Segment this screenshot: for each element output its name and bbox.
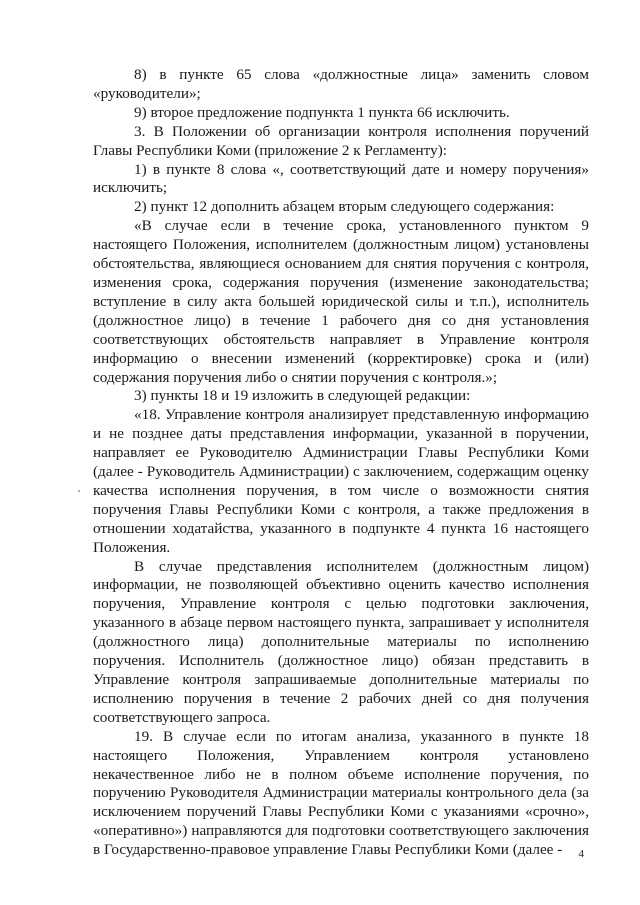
paragraph-item-9: 9) второе предложение подпункта 1 пункта 66 исключить.	[134, 103, 510, 121]
document-body	[93, 66, 589, 860]
paragraph-subitem-1: 1) в пункте 8 слова «, соответствующий дате и номеру поручения» исключить;	[93, 160, 589, 197]
paragraph-subitem-2: 2) пункт 12 дополнить абзацем вторым следующего содержания:	[134, 198, 555, 216]
page-number: 4	[578, 848, 584, 860]
paragraph-point-19: 19. В случае если по итогам анализа, указанного в пункте 18 настоящего Положения, Управлением контроля установлено некачественное либо не в полном объеме исполнение поручения, по поручению Руководителя Администрации материалы контрольного дела (за исключением поручений Главы Республики Коми с указаниями «срочно», «оперативно») направляются для подготовки соответствующего заключения в Государственно-правовое управление Главы Республики Коми (далее -	[93, 727, 589, 859]
paragraph-section-3: 3. В Положении об организации контроля исполнения поручений Главы Республики Коми (приложение 2 к Регламенту):	[93, 122, 589, 159]
paragraph-quote-12: «В случае если в течение срока, установленного пунктом 9 настоящего Положения, исполнителем (должностным лицом) установлены обстоятельства, являющиеся основанием для снятия поручения с контроля, изменения срока, содержания поручения (изменение законодательства; вступление в силу акта большей юридической силы и т.п.), исполнитель (должностное лицо) в течение 1 рабочего дня со дня установления соответствующих обстоятельств направляет в Управление контроля информацию о внесении изменений (корректировке) срока и (или) содержания поручения либо о снятии поручения с контроля.»;	[93, 217, 589, 386]
paragraph-point-18: «18. Управление контроля анализирует представленную информацию и не позднее даты представления информации, указанной в поручении, направляет ее Руководителю Администрации Главы Республики Коми (далее - Руководитель Администрации) с заключением, содержащим оценку качества исполнения поручения, в том числе о возможности снятия поручения Главы Республики Коми с контроля, а также предложения в отношении ходатайства, указанного в подпункте 4 пункта 16 настоящего Положения.	[93, 406, 589, 556]
scan-mark	[78, 490, 80, 492]
paragraph-subitem-3: 3) пункты 18 и 19 изложить в следующей редакции:	[134, 387, 471, 405]
paragraph-point-18-second: В случае представления исполнителем (должностным лицом) информации, не позволяющей объективно оценить качество исполнения поручения, Управление контроля с целью подготовки заключения, указанного в абзаце первом настоящего пункта, запрашивает у исполнителя (должностного лица) дополнительные материалы по исполнению поручения. Исполнитель (должностное лицо) обязан представить в Управление контроля запрашиваемые дополнительные материалы по исполнению поручения в течение 2 рабочих дней со дня получения соответствующего запроса.	[93, 557, 589, 726]
paragraph-item-8: 8) в пункте 65 слова «должностные лица» заменить словом «руководители»;	[93, 66, 589, 102]
